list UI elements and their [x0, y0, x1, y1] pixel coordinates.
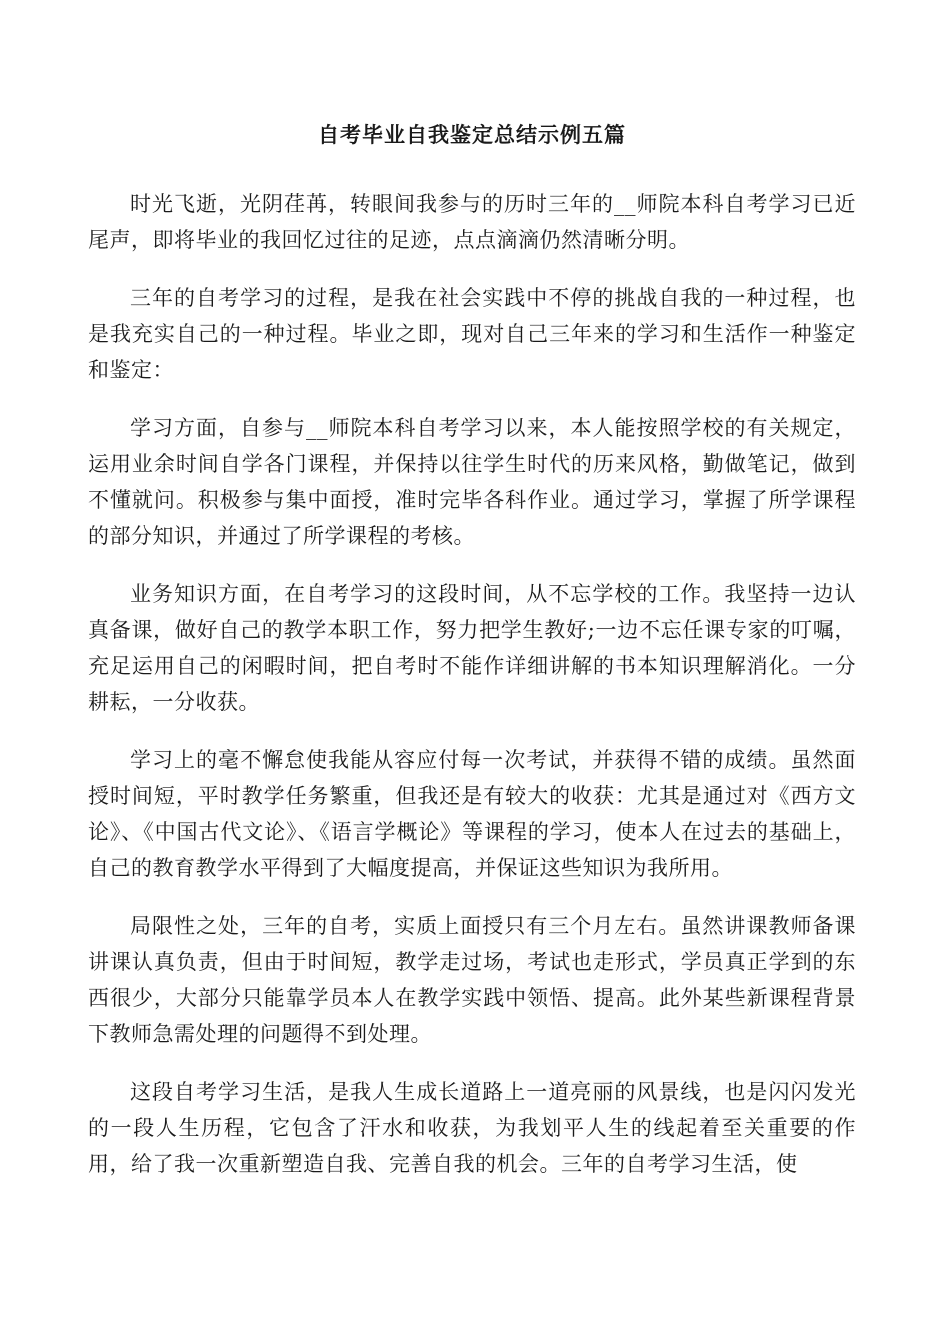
document-title: 自考毕业自我鉴定总结示例五篇	[318, 122, 626, 147]
paragraph-6: 局限性之处，三年的自考，实质上面授只有三个月左右。虽然讲课教师备课讲课认真负责，但由于时间短，教学走过场，考试也走形式，学员真正学到的东西很少，大部分只能靠学员本人在教学实践中领悟、提高。此外某些新课程背景下教师急需处理的问题得不到处理。	[88, 914, 856, 1046]
paragraph-5: 学习上的毫不懈怠使我能从容应付每一次考试，并获得不错的成绩。虽然面授时间短，平时教学任务繁重，但我还是有较大的收获：尤其是通过对《西方文论》、《中国古代文论》、《语言学概论》等课程的学习，使本人在过去的基础上，自己的教育教学水平得到了大幅度提高，并保证这些知识为我所用。	[88, 748, 856, 880]
paragraph-1: 时光飞逝，光阴荏苒，转眼间我参与的历时三年的__师院本科自考学习已近尾声，即将毕业的我回忆过往的足迹，点点滴滴仍然清晰分明。	[88, 192, 856, 252]
document-page	[88, 118, 856, 1204]
paragraph-4: 业务知识方面，在自考学习的这段时间，从不忘学校的工作。我坚持一边认真备课，做好自己的教学本职工作，努力把学生教好;一边不忘任课专家的叮嘱，充足运用自己的闲暇时间，把自考时不能作详细讲解的书本知识理解消化。一分耕耘，一分收获。	[88, 582, 856, 714]
paragraph-3: 学习方面，自参与__师院本科自考学习以来，本人能按照学校的有关规定，运用业余时间自学各门课程，并保持以往学生时代的历来风格，勤做笔记，做到不懂就问。积极参与集中面授，准时完毕各科作业。通过学习，掌握了所学课程的部分知识，并通过了所学课程的考核。	[88, 416, 856, 548]
paragraph-2: 三年的自考学习的过程，是我在社会实践中不停的挑战自我的一种过程，也是我充实自己的一种过程。毕业之即，现对自己三年来的学习和生活作一种鉴定和鉴定：	[88, 286, 856, 382]
paragraph-7: 这段自考学习生活，是我人生成长道路上一道亮丽的风景线，也是闪闪发光的一段人生历程，它包含了汗水和收获，为我划平人生的线起着至关重要的作用，给了我一次重新塑造自我、完善自我的机会。三年的自考学习生活，使	[88, 1080, 856, 1176]
